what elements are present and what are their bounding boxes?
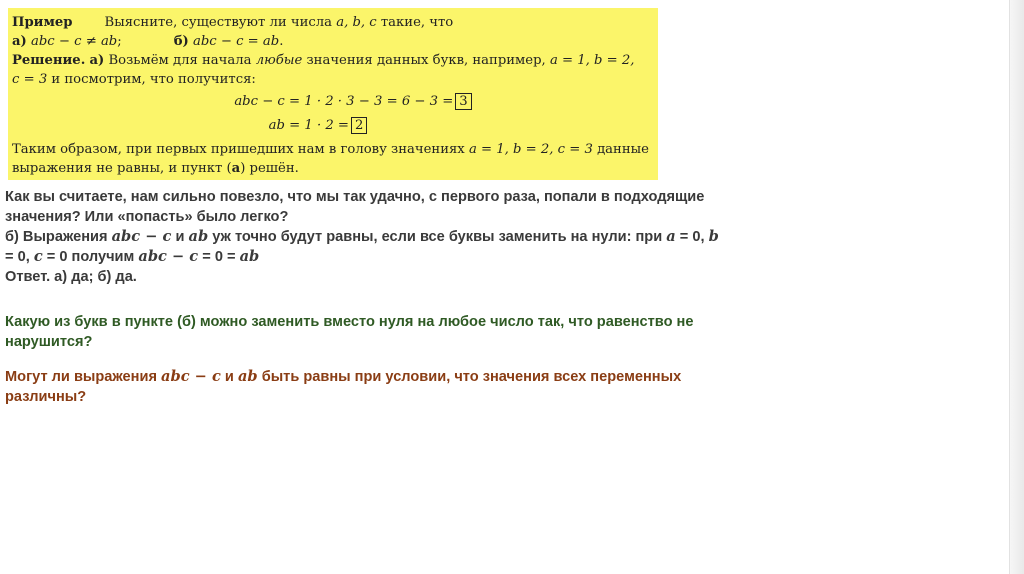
solution-part-a: а) xyxy=(89,53,105,68)
question-green-line-2: нарушится? xyxy=(5,334,93,350)
solution-values: a = 1, b = 2, xyxy=(549,53,635,68)
part-b-expr: abc − c = ab xyxy=(192,34,280,49)
question-brown-line-2: различны? xyxy=(5,389,87,405)
question-brown-line-1 xyxy=(5,367,681,387)
math-span: c xyxy=(33,248,43,265)
text-span: и xyxy=(171,229,189,245)
math-span: abc − c xyxy=(111,228,172,245)
equation-2-text: ab = 1 · 2 = xyxy=(268,118,349,133)
question-green xyxy=(5,312,694,352)
math-span: ab xyxy=(237,368,258,385)
math-span: abc − c xyxy=(138,248,199,265)
solution-emph: любые xyxy=(255,53,303,68)
page-edge xyxy=(1009,0,1024,574)
math-span: ab xyxy=(239,248,260,265)
equation-1-result: 3 xyxy=(455,93,471,110)
equation-2 xyxy=(8,116,658,135)
text-span: и xyxy=(220,369,238,385)
discussion-line-4 xyxy=(5,247,719,267)
example-vars: a, b, c xyxy=(336,15,377,30)
discussion-line-2: значения? Или «попасть» было легко? xyxy=(5,209,289,225)
solution-value-c: c = 3 xyxy=(12,72,48,87)
part-a-sep: ; xyxy=(117,34,122,49)
part-b-label: б) xyxy=(173,34,189,49)
discussion-line-3 xyxy=(5,227,719,247)
discussion-paragraph xyxy=(5,187,719,287)
solution-text-3: и посмотрим, что получится: xyxy=(47,72,256,87)
conclusion-line-1 xyxy=(12,140,649,159)
conclusion-part: а xyxy=(231,161,241,176)
equation-2-result: 2 xyxy=(351,117,367,134)
example-line-2 xyxy=(12,32,283,51)
math-span: b xyxy=(708,228,719,245)
math-span: abc − c xyxy=(161,368,221,385)
answer-line: Ответ. а) да; б) да. xyxy=(5,269,137,285)
example-line-1 xyxy=(12,13,453,32)
example-label: Пример xyxy=(12,15,73,30)
part-b-end: . xyxy=(279,34,284,49)
conclusion-text-2: данные xyxy=(592,142,649,157)
text-span: Могут ли выражения xyxy=(5,369,162,385)
text-span: = 0, xyxy=(675,229,709,245)
example-text: Выясните, существуют ли числа xyxy=(104,15,337,30)
math-span: ab xyxy=(188,228,209,245)
question-brown xyxy=(5,367,681,407)
conclusion-text-3: выражения не равны, и пункт ( xyxy=(12,161,232,176)
text-span: уж точно будут равны, если все буквы заменить на нули: при xyxy=(208,229,667,245)
text-span: = 0 = xyxy=(198,249,240,265)
solution-line-2 xyxy=(12,70,256,89)
text-span: = 0, xyxy=(5,249,34,265)
part-a-expr: abc − c ≠ ab xyxy=(31,34,118,49)
solution-text-2: значения данных букв, например, xyxy=(302,53,550,68)
conclusion-line-2 xyxy=(12,159,299,178)
conclusion-text: Таким образом, при первых пришедших нам в голову значениях xyxy=(12,142,469,157)
equation-1-text: abc − c = 1 · 2 · 3 − 3 = 6 − 3 = xyxy=(234,94,454,109)
equation-1 xyxy=(8,92,658,111)
conclusion-values: a = 1, b = 2, c = 3 xyxy=(468,142,593,157)
solution-label: Решение. xyxy=(12,53,86,68)
discussion-line-1: Как вы считаете, нам сильно повезло, что мы так удачно, с первого раза, попали в подходящие xyxy=(5,189,705,205)
part-a-label: а) xyxy=(12,34,27,49)
text-span: быть равны при условии, что значения всех переменных xyxy=(257,369,682,385)
question-green-line-1: Какую из букв в пункте (б) можно заменить вместо нуля на любое число так, что равенство не xyxy=(5,314,694,330)
solution-text: Возьмём для начала xyxy=(104,53,256,68)
text-span: = 0 получим xyxy=(42,249,139,265)
example-text-end: такие, что xyxy=(376,15,454,30)
math-span: a xyxy=(666,228,676,245)
solution-line-1 xyxy=(12,51,634,70)
example-box xyxy=(8,8,658,180)
text-span: б) Выражения xyxy=(5,229,112,245)
conclusion-end: ) решён. xyxy=(240,161,299,176)
